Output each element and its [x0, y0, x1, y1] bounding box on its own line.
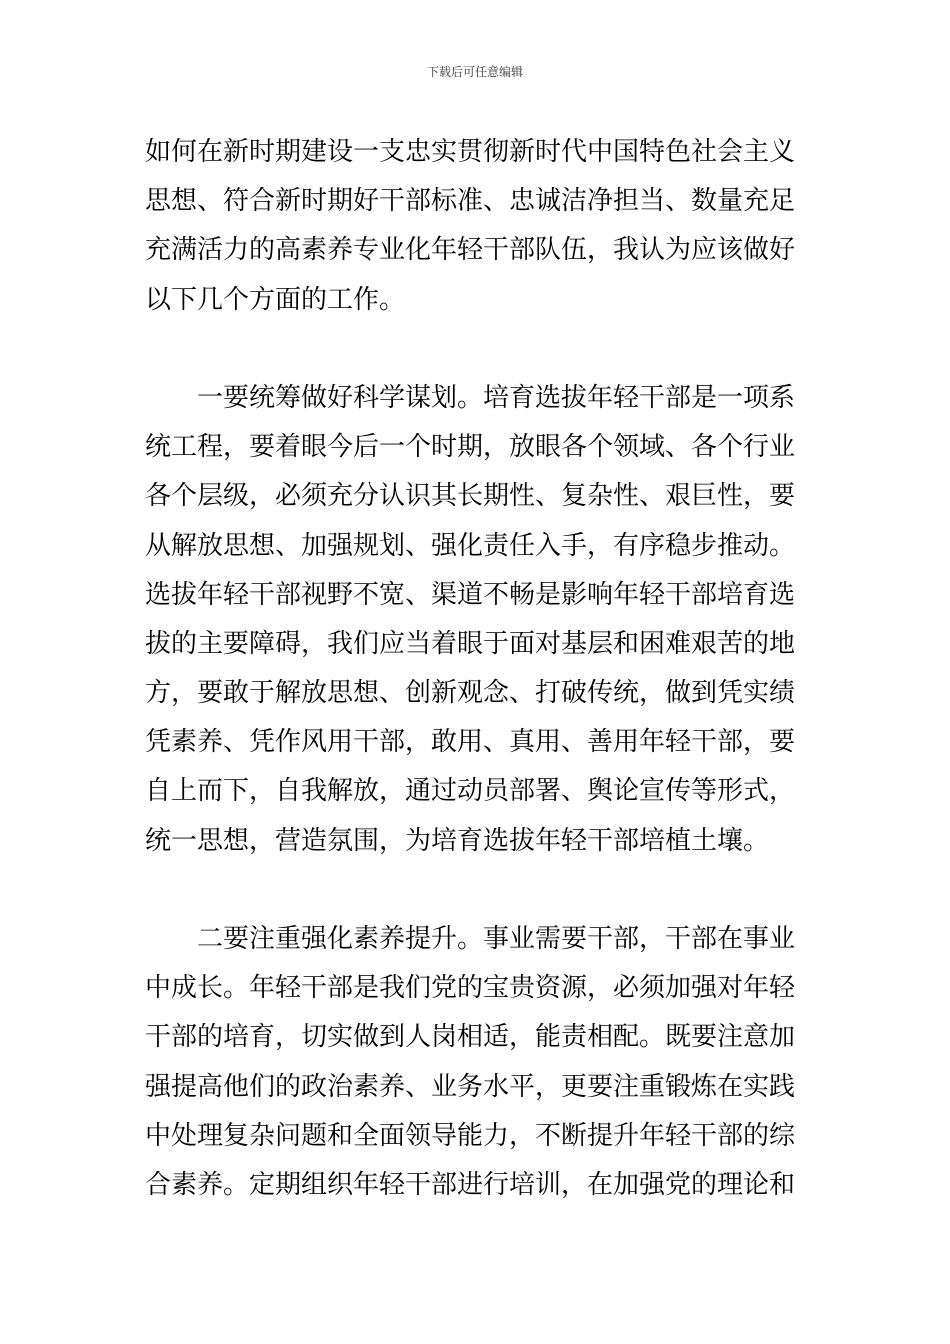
- text-line: 从解放思想、加强规划、强化责任入手，有序稳步推动。: [145, 530, 796, 561]
- text-line: 强提高他们的政治素养、业务水平，更要注重锻炼在实践: [145, 1071, 796, 1102]
- text-line: 干部的培育，切实做到人岗相适，能责相配。既要注意加: [145, 1022, 796, 1053]
- text-line: 拔的主要障碍，我们应当着眼于面对基层和困难艰苦的地: [145, 628, 796, 659]
- text-line: 选拔年轻干部视野不宽、渠道不畅是影响年轻干部培育选: [145, 579, 796, 610]
- text-line: 思想、符合新时期好干部标准、忠诚洁净担当、数量充足: [145, 186, 796, 217]
- paragraph-gap: [145, 866, 810, 915]
- page-header: 下载后可任意编辑: [426, 65, 523, 79]
- text-line: 合素养。定期组织年轻干部进行培训，在加强党的理论和: [145, 1169, 796, 1200]
- paragraph-1: [145, 128, 810, 325]
- paragraph-2: [145, 374, 810, 866]
- text-line: 以下几个方面的工作。: [145, 284, 406, 315]
- text-line: 一要统筹做好科学谋划。培育选拔年轻干部是一项系: [145, 382, 796, 413]
- text-line: 各个层级，必须充分认识其长期性、复杂性、艰巨性，要: [145, 481, 796, 512]
- text-line: 如何在新时期建设一支忠实贯彻新时代中国特色社会主义: [145, 137, 796, 167]
- text-line: 统一思想，营造氛围，为培育选拔年轻干部培植土壤。: [145, 825, 770, 856]
- text-line: 统工程，要着眼今后一个时期，放眼各个领域、各个行业: [145, 432, 796, 463]
- paragraph-3: [145, 915, 810, 1210]
- document-body: [145, 128, 810, 1210]
- text-line: 中处理复杂问题和全面领导能力，不断提升年轻干部的综: [145, 1120, 796, 1151]
- text-line: 方，要敢于解放思想、创新观念、打破传统，做到凭实绩: [145, 678, 796, 709]
- text-line: 二要注重强化素养提升。事业需要干部，干部在事业: [145, 924, 796, 954]
- text-line: 自上而下，自我解放，通过动员部署、舆论宣传等形式，: [145, 776, 796, 807]
- text-line: 中成长。年轻干部是我们党的宝贵资源，必须加强对年轻: [145, 973, 796, 1004]
- text-line: 充满活力的高素养专业化年轻干部队伍，我认为应该做好: [145, 235, 796, 266]
- text-line: 凭素养、凭作风用干部，敢用、真用、善用年轻干部，要: [145, 727, 796, 758]
- paragraph-gap: [145, 325, 810, 374]
